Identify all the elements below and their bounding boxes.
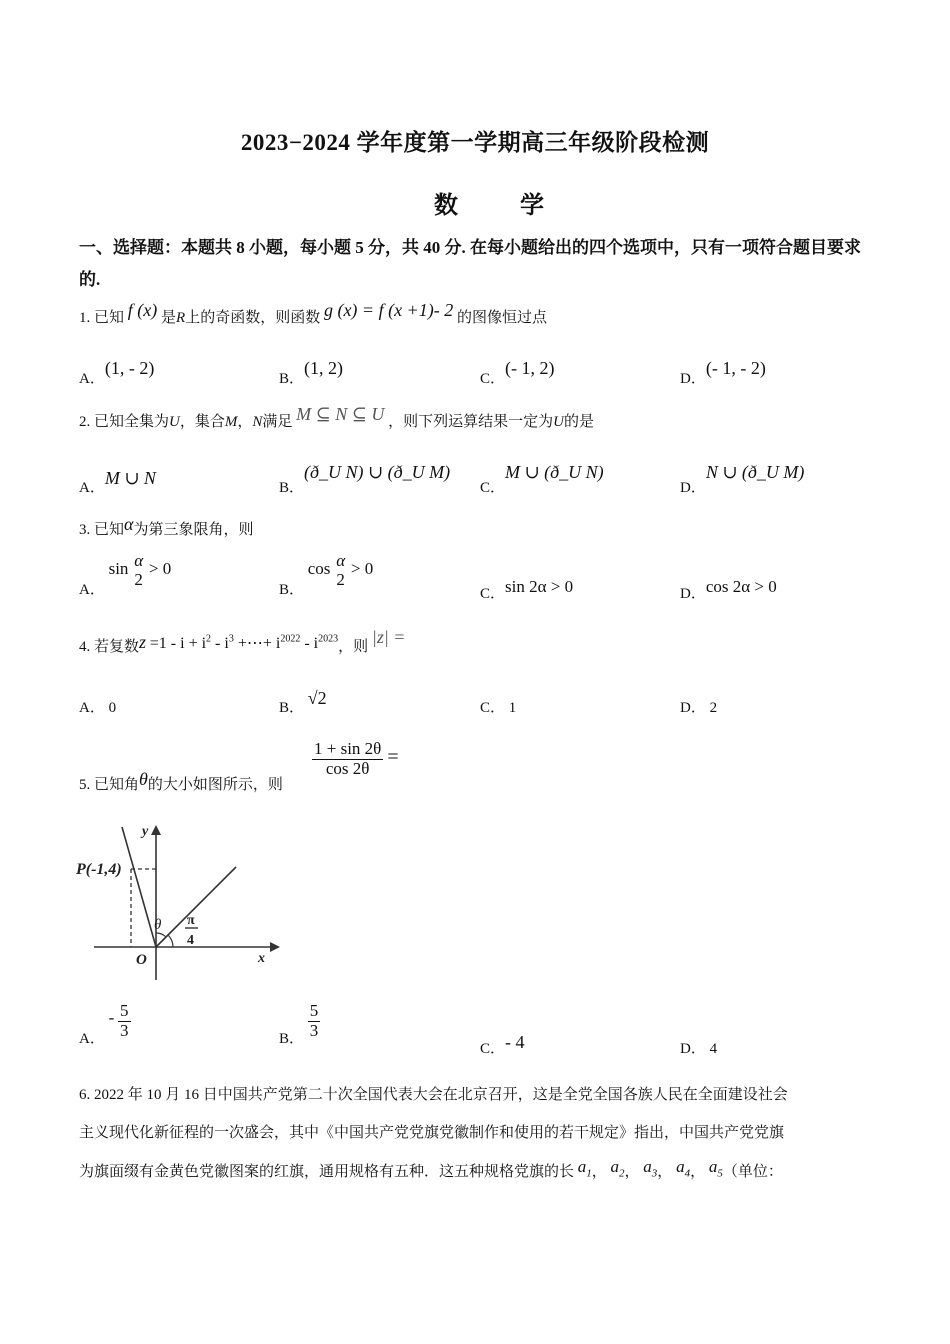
ray-op: [122, 827, 156, 947]
x-label: x: [258, 951, 265, 966]
q4-option-a[interactable]: A． 0: [79, 700, 117, 716]
q2-option-d[interactable]: D．N ∪ (ð_U M): [680, 462, 805, 496]
x-axis-arrow: [270, 942, 280, 952]
q4-option-c[interactable]: C． 1: [480, 700, 517, 716]
question-3: 3. 已知α为第三象限角，则: [79, 514, 254, 538]
q2-option-c[interactable]: C．M ∪ (ð_U N): [480, 462, 604, 496]
q4-option-b[interactable]: B． √2: [279, 688, 327, 716]
pi4-arc: [168, 935, 173, 947]
q4-option-d[interactable]: D． 2: [680, 700, 718, 716]
question-5: 5. 已知角θ的大小如图所示，则: [79, 769, 283, 793]
exam-title: 2023−2024 学年度第一学期高三年级阶段检测: [240, 130, 710, 155]
q4-expression: $=1 - i + i^2 - i^3$ +⋯+ $i^{2022} - i^{2023}$: [149, 633, 339, 652]
q2-condition: M ⊆ N ⊆ U: [296, 404, 385, 424]
q2-option-a[interactable]: A．M ∪ N: [79, 468, 156, 496]
q1-option-d[interactable]: D．(- 1, - 2): [680, 358, 766, 387]
question-2: 2. 已知全集为U，集合M，N满足 M ⊆ N ⊆ U ，则下列运算结果一定为U的是: [79, 404, 594, 430]
q2-option-b[interactable]: B．(ð_U N) ∪ (ð_U M): [279, 462, 451, 496]
q3-option-b[interactable]: B． cos α 2 > 0: [279, 551, 374, 599]
four-label: 4: [187, 933, 194, 948]
exam-subject: 数 学: [434, 193, 572, 219]
theta-label: θ: [154, 917, 162, 933]
theta-arc: [156, 933, 166, 937]
q1-option-c[interactable]: C．(- 1, 2): [480, 358, 555, 387]
q1-option-a[interactable]: A．(1, - 2): [79, 358, 155, 387]
y-label: y: [142, 824, 149, 839]
question-6: 6. 2022 年 10 月 16 日中国共产党第二十次全国代表大会在北京召开，这是全党全国各族人民在全面建设社会 主义现代化新征程的一次盛会，其中《中国共产党党旗党徽制作和使用的若干规定》指出，中国共产党党旗 为旗面缀有金黄色党徽图案的红旗，通用规格有五种．这五种规格党旗的长 $a_1$， $a_2$， $a_3$， $a_4$， $a_5$（单位：: [79, 1087, 788, 1180]
q5-option-b[interactable]: B． $\frac{5}{3}$: [279, 1001, 319, 1047]
section-heading: 一、选择题：本题共 8 小题，每小题 5 分，共 40 分. 在每小题给出的四个选项中，只有一项符合题目要求的.: [79, 238, 861, 289]
q3-option-c[interactable]: C．sin 2α > 0: [480, 577, 574, 602]
angle-figure: [74, 815, 284, 985]
q1-f-expr: f (x): [127, 300, 158, 320]
q1-g-expr: g (x) = f (x +1)- 2: [323, 300, 454, 320]
q5-option-d[interactable]: D． 4: [680, 1041, 718, 1057]
q5-option-a[interactable]: A． - $\frac{5}{3}$: [79, 1001, 129, 1047]
point-label: P(-1,4): [76, 861, 122, 878]
q5-option-c[interactable]: C．- 4: [480, 1032, 525, 1057]
question-4: 4. 若复数$z =1 - i + i^2 - i^3$ +⋯+ $i^{2022} - i^{2023}$，则 |z| =: [79, 627, 406, 655]
pi-label: π: [187, 913, 195, 928]
q1-option-b[interactable]: B．(1, 2): [279, 358, 344, 387]
q3-option-a[interactable]: A． sin α 2 > 0: [79, 551, 172, 599]
q3-option-d[interactable]: D．cos 2α > 0: [680, 577, 777, 602]
q5-fraction: $\frac{1 + \sin 2\theta}{\cos 2\theta}$ =: [314, 739, 399, 778]
question-1: 1. 已知 f (x) 是R上的奇函数，则函数 g (x) = f (x +1)- 2 的图像恒过点: [79, 300, 547, 326]
y-axis-arrow: [151, 825, 161, 835]
origin-label: O: [136, 952, 147, 968]
